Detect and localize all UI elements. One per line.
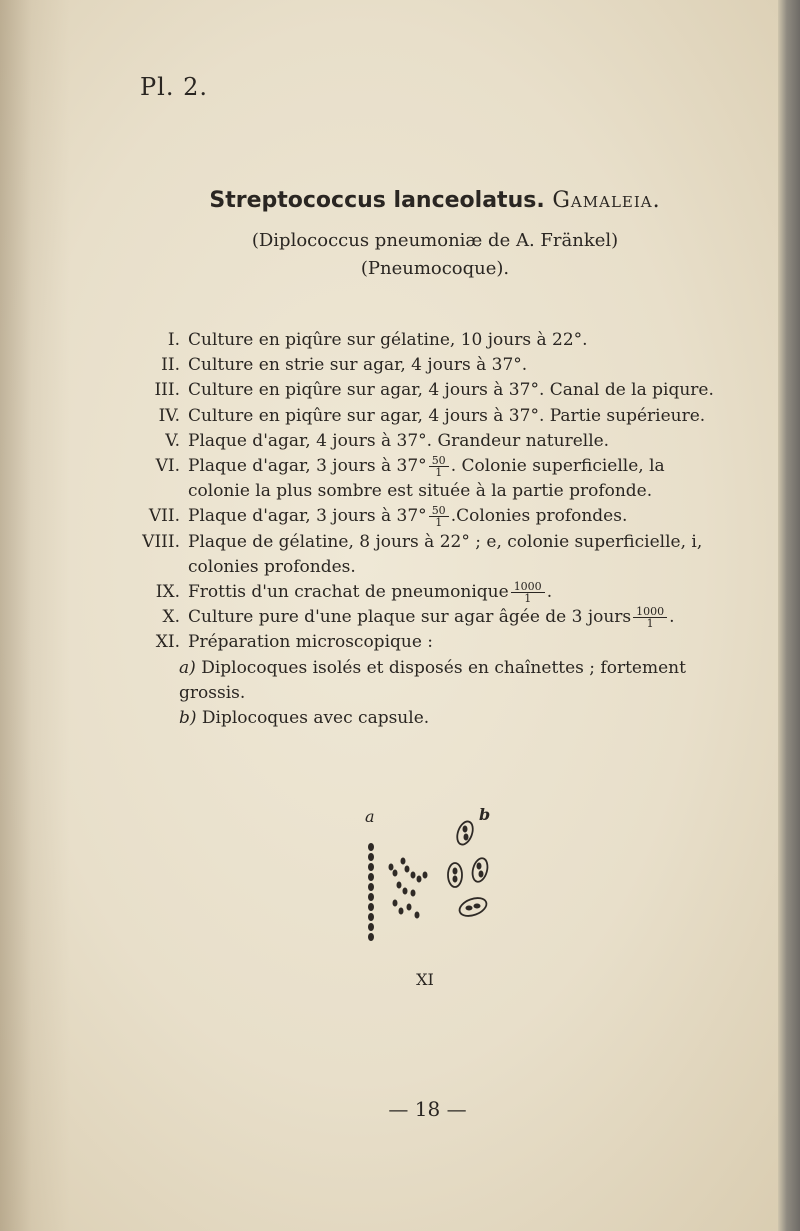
item-number: VIII. <box>142 531 180 552</box>
sub-item-letter: b) <box>179 708 197 729</box>
item-text <box>188 454 755 504</box>
fraction: $\frac{1000}{1}$ <box>511 581 545 604</box>
item-text: Culture en piqûre sur agar, 4 jours à 37°. Partie supérieure. <box>188 405 706 426</box>
fraction: $\frac{50}{1}$ <box>429 505 449 528</box>
fraction: $\frac{50}{1}$ <box>429 455 449 478</box>
item-text: Plaque de gélatine, 8 jours à 22° ; e, colonie superficielle, i, colonies profondes. <box>188 531 703 577</box>
page-number: — 18 — <box>388 1097 467 1121</box>
item-text: Préparation microscopique : <box>188 632 434 653</box>
subtitle-line: (Diplococcus pneumoniæ de A. Fränkel) <box>251 230 619 251</box>
list-item <box>135 328 755 353</box>
item-number: VII. <box>148 506 180 527</box>
item-text-post: . Colonie superficielle, la <box>450 456 665 477</box>
item-text <box>188 580 755 605</box>
item-text-post: . <box>669 607 675 628</box>
figure-label-a: a <box>365 807 375 826</box>
list-item <box>135 378 755 403</box>
list-item <box>135 630 755 655</box>
item-number: I. <box>167 330 180 350</box>
item-text-post: . <box>546 582 553 603</box>
page-spine-shadow <box>0 0 70 1231</box>
figure-caption: XI <box>416 970 434 989</box>
item-text <box>188 504 755 529</box>
item-number: IX. <box>155 582 180 603</box>
item-text: Culture en strie sur agar, 4 jours à 37°. <box>188 355 528 376</box>
plate-label: Pl. 2. <box>140 73 208 101</box>
list-item <box>135 504 755 529</box>
sub-item-text: Diplocoques avec capsule. <box>201 708 430 729</box>
list-item <box>135 404 755 429</box>
item-text-pre: Frottis d'un crachat de pneumonique <box>188 582 509 603</box>
fraction: $\frac{1000}{1}$ <box>633 606 667 629</box>
title-author: Gamaleia. <box>552 188 661 213</box>
item-text-pre: Plaque d'agar, 3 jours à 37° <box>188 506 427 527</box>
item-number: V. <box>165 430 180 451</box>
item-number: XI. <box>155 632 180 653</box>
subtitle-line: (Pneumocoque). <box>360 258 510 279</box>
sub-item <box>135 706 755 731</box>
list-item <box>135 580 755 605</box>
list-item <box>135 429 755 454</box>
item-text: Culture en piqûre sur agar, 4 jours à 37°. Canal de la piqure. <box>188 380 714 401</box>
list-item <box>135 454 755 504</box>
item-text-line2: colonie la plus sombre est située à la partie profonde. <box>188 481 653 502</box>
item-text-post: .Colonies profondes. <box>450 506 628 527</box>
item-number: X. <box>162 607 180 628</box>
item-text <box>188 605 755 630</box>
sub-item-letter: a) <box>179 657 196 678</box>
item-number: II. <box>161 355 180 376</box>
page-edge <box>778 0 800 1231</box>
item-number: III. <box>154 380 180 401</box>
list-item <box>135 353 755 378</box>
sub-item-text: Diplocoques isolés et disposés en chaînettes ; fortement <box>201 657 686 678</box>
title-main: Streptococcus lanceolatus. <box>209 188 545 213</box>
figure-label-b: b <box>479 805 491 824</box>
page-title <box>0 188 800 213</box>
sub-item <box>135 656 755 706</box>
item-text-pre: Culture pure d'une plaque sur agar âgée de 3 jours <box>188 607 632 628</box>
item-text: Culture en piqûre sur gélatine, 10 jours à 22°. <box>188 330 588 350</box>
sub-item-text-line2: grossis. <box>179 682 246 703</box>
item-number: IV. <box>158 405 180 426</box>
item-text-pre: Plaque d'agar, 3 jours à 37° <box>188 456 427 477</box>
item-number: VI. <box>155 456 180 477</box>
item-text: Plaque d'agar, 4 jours à 37°. Grandeur naturelle. <box>188 430 610 451</box>
microscopic-figure <box>355 805 505 950</box>
diplococci-drawing <box>355 815 505 950</box>
plate-item-list <box>135 328 755 731</box>
list-item <box>135 605 755 630</box>
list-item <box>135 530 755 580</box>
